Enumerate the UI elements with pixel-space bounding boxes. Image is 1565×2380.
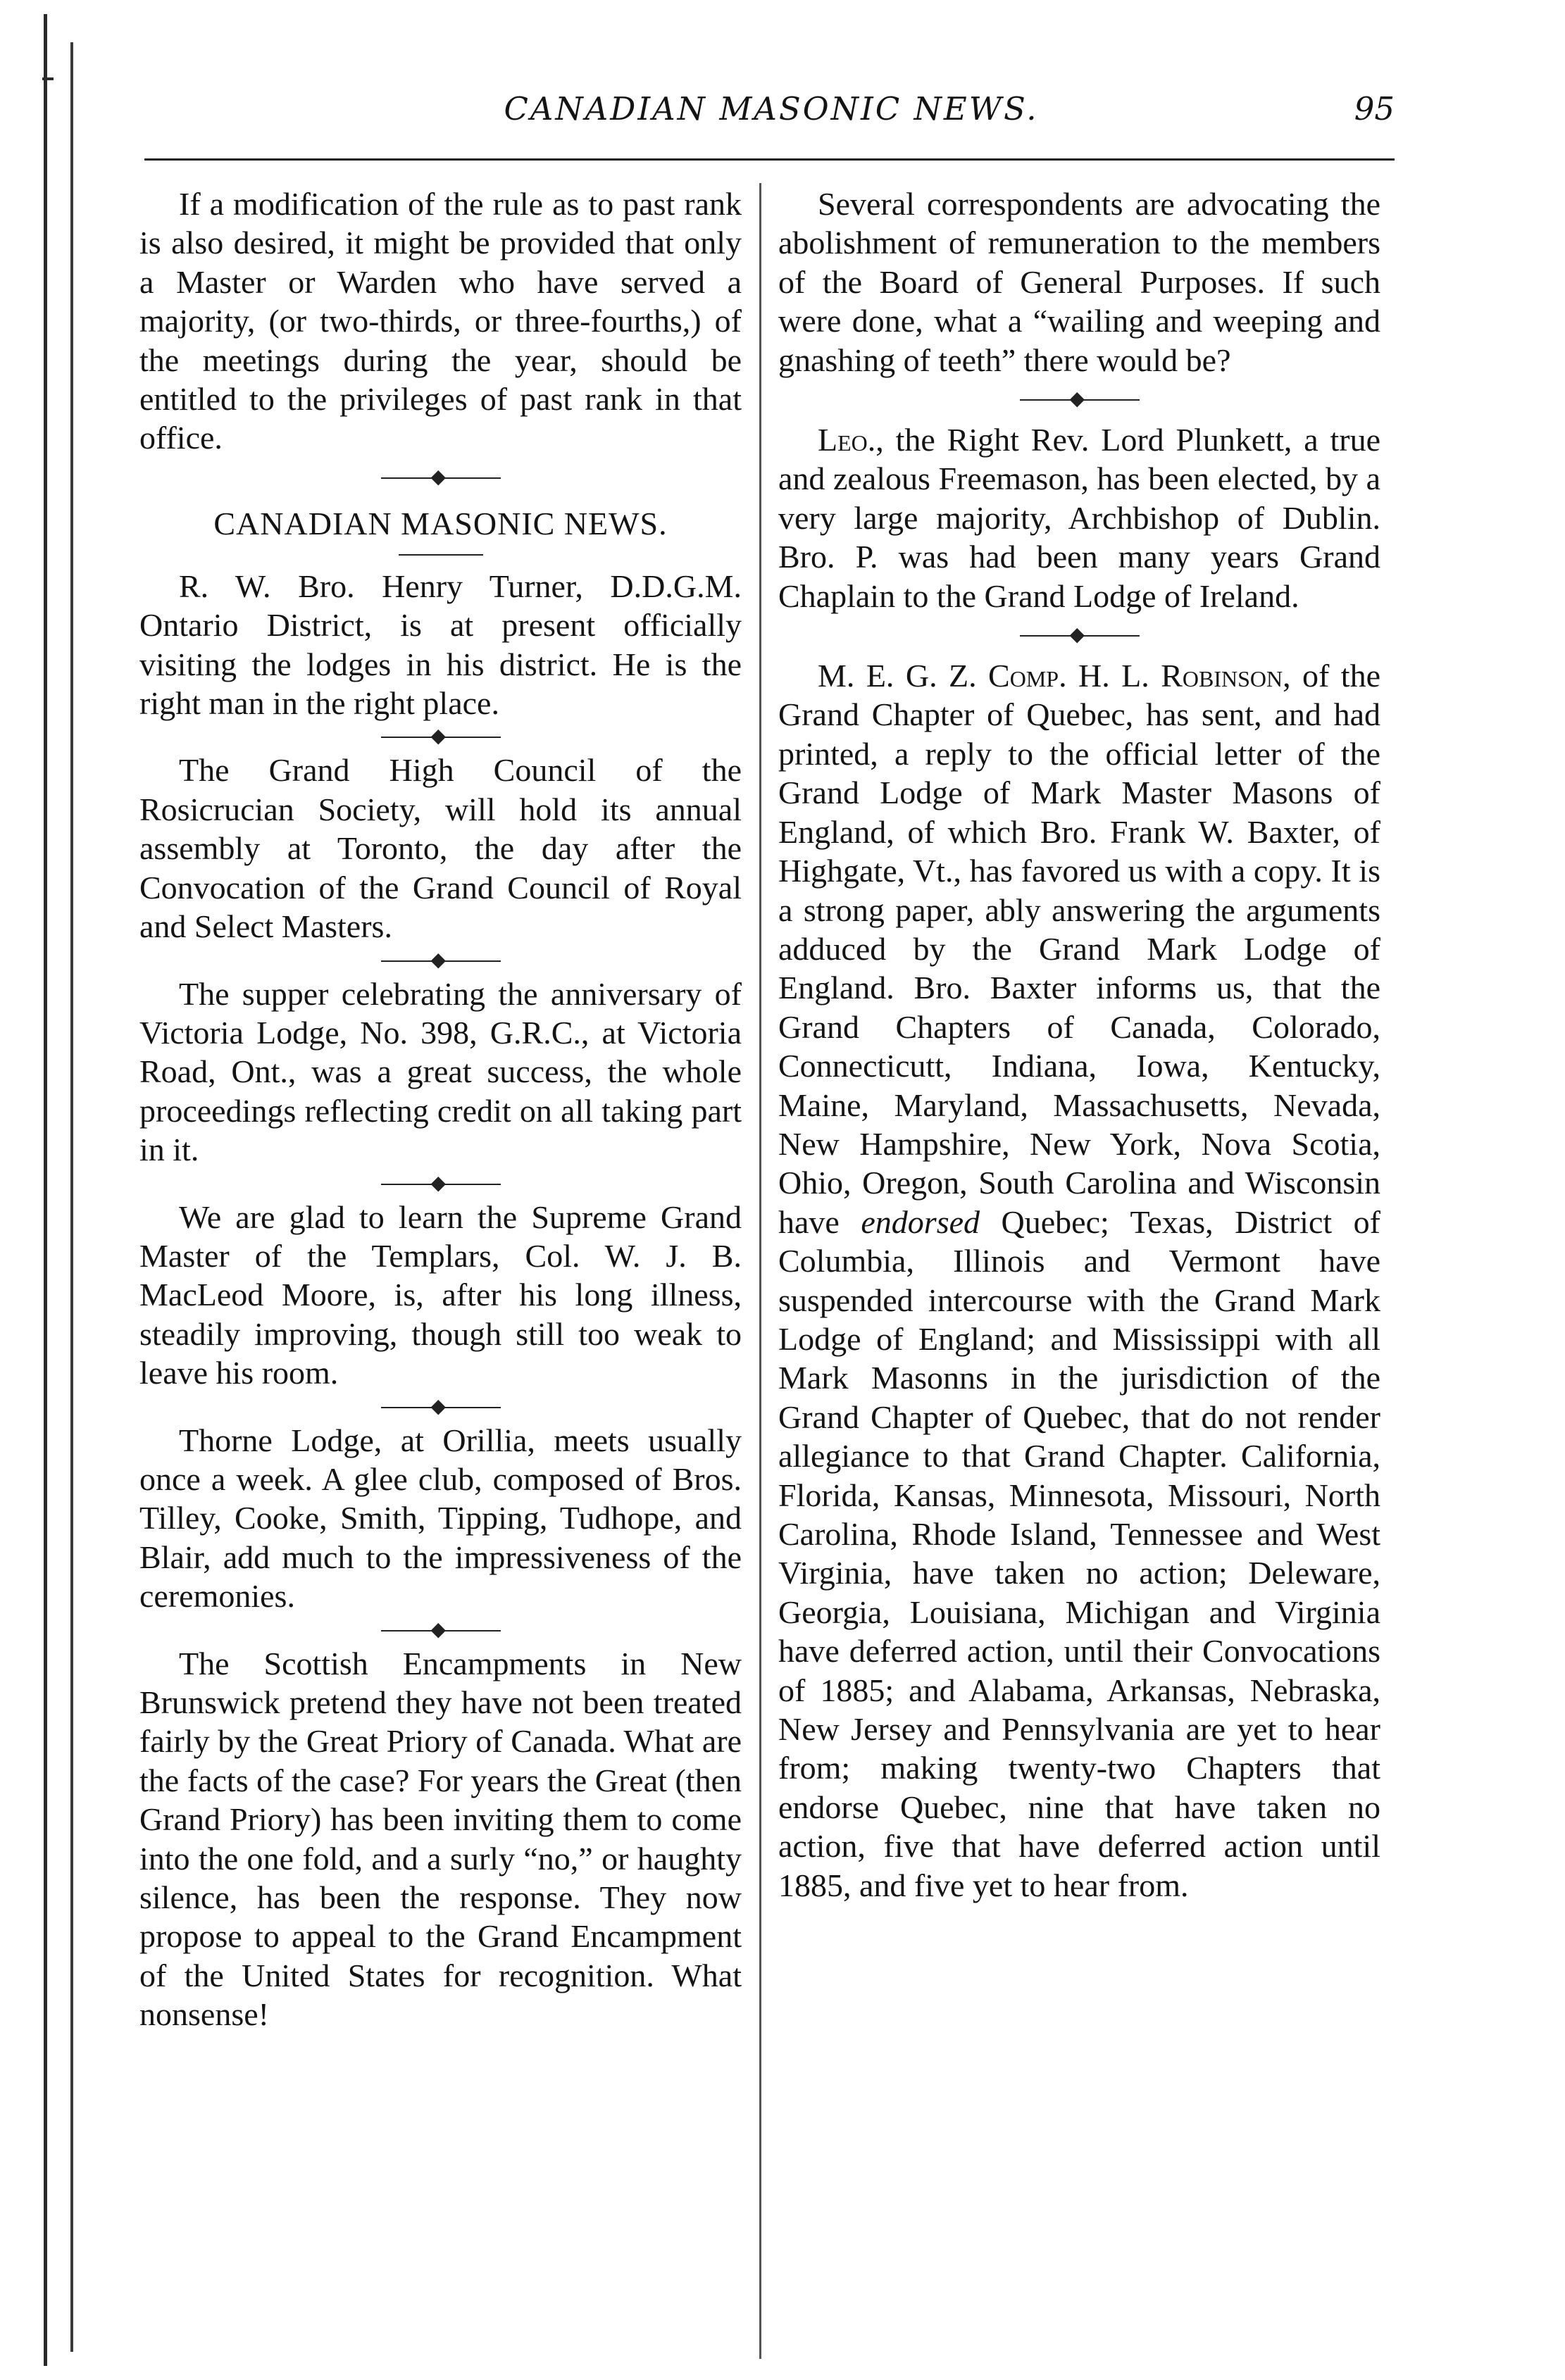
paragraph-henry-turner: R. W. Bro. Henry Turner, D.D.G.M. Ontario District, is at present officially visiting the lodges in his district. He is the right man in the right place.	[139, 568, 742, 722]
header-rule	[144, 158, 1395, 161]
paragraph-rosicrucian: The Grand High Council of the Rosicrucian Society, will hold its annual assembly at Toronto, the day after the Convocation of the Grand Council of Royal and Select Masters.	[139, 752, 742, 945]
section-separator	[139, 458, 742, 499]
item-separator	[778, 380, 1380, 420]
page-header	[148, 90, 1395, 146]
paragraph-past-rank: If a modification of the rule as to past rank is also desired, it might be provided that only a Master or Warden who have served a majority, (or two-thirds, or three-fourths,) of the meetings during the year, should be entitled to the privileges of past rank in that office.	[139, 186, 742, 456]
item-separator	[139, 722, 742, 751]
item-separator	[778, 615, 1380, 656]
paragraph-robinson-reply	[778, 656, 1380, 1905]
item-separator	[139, 1393, 742, 1421]
lead-name: Leo.	[818, 422, 876, 458]
binding-edge	[0, 0, 92, 2380]
binding-mark	[42, 77, 54, 80]
paragraph-text: , the Right Rev. Lord Plunkett, a true and zealous Freemason, has been elected, by a very large majority, Archbishop of Dublin. Bro. P. was had been many years Grand Chaplain to the Grand Lodge of Ireland.	[778, 422, 1380, 614]
item-separator	[139, 1616, 742, 1644]
left-column	[139, 184, 742, 2034]
paragraph-scottish-encampments: The Scottish Encampments in New Brunswick pretend they have not been treated fairly by the Great Priory of Canada. What are the facts of the case? For years the Great (then Grand Priory) has been inviting them to come into the one fold, and a surly “no,” or haughty silence, has been the response. They now propose to appeal to the Grand Encampment of the United States for recognition. What nonsense!	[139, 1645, 742, 2033]
column-divider	[759, 183, 761, 2359]
binding-line	[70, 42, 73, 2352]
right-column	[778, 184, 1380, 1905]
paragraph-thorne-lodge: Thorne Lodge, at Orillia, meets usually once a week. A glee club, composed of Bros. Tilley, Cooke, Smith, Tipping, Tudhope, and Blair, add much to the impressiveness of the ceremonies.	[139, 1422, 742, 1615]
item-separator	[139, 1170, 742, 1198]
running-title: CANADIAN MASONIC NEWS.	[504, 90, 1039, 127]
emphasis-endorsed: endorsed	[861, 1203, 980, 1240]
paragraph-text: of the Grand Chapter of Quebec, has sent, and had printed, a reply to the official letter of the Grand Lodge of Mark Master Masons of England, of which Bro. Frank W. Baxter, of Highgate, Vt., has favored us with a copy. It is a strong paper, ably answering the arguments adduced by the Grand Mark Lodge of England. Bro. Baxter informs us, that the Grand Chapters of Canada, Colorado, Connecticutt, Indiana, Iowa, Kentucky, Maine, Maryland, Massachusetts, Nevada, New Hampshire, New York, Nova Scotia, Ohio, Oregon, South Carolina and Wisconsin have	[778, 658, 1381, 1240]
section-heading: CANADIAN MASONIC NEWS.	[213, 505, 668, 541]
heading-rule	[139, 543, 742, 567]
paragraph-victoria-lodge: The supper celebrating the anniversary of Victoria Lodge, No. 398, G.R.C., at Victoria Road, Ont., was a great success, the whole proceedings reflecting credit on all taking part in it.	[139, 975, 742, 1168]
binding-line	[44, 14, 47, 2366]
lead-name: M. E. G. Z. Comp. H. L. Robinson,	[818, 658, 1291, 694]
paragraph-text: Quebec; Texas, District of Columbia, Illinois and Vermont have suspended intercourse with the Grand Mark Lodge of England; and Mississippi with all Mark Masonns in the jurisdiction of the Grand Chapter of Quebec, that do not render allegiance to that Grand Chapter. California, Florida, Kansas, Minnesota, Missouri, North Carolina, Rhode Island, Tennessee and West Virginia, have taken no action; Deleware, Georgia, Louisiana, Michigan and Virginia have deferred action, until their Convocations of 1885; and Alabama, Arkansas, Nebraska, New Jersey and Pennsylvania are yet to hear from; making twenty-two Chapters that endorse Quebec, nine that have taken no action, five that have deferred action until 1885, and five yet to hear from.	[778, 1203, 1380, 1903]
paragraph-lord-plunkett	[778, 420, 1380, 615]
item-separator	[139, 946, 742, 975]
page-number: 95	[1354, 90, 1395, 127]
paragraph-remuneration: Several correspondents are advocating the abolishment of remuneration to the members of the Board of General Purposes. If such were done, what a “wailing and weeping and gnashing of teeth” there would be?	[778, 186, 1380, 378]
paragraph-templars: We are glad to learn the Supreme Grand Master of the Templars, Col. W. J. B. MacLeod Moore, is, after his long illness, steadily improving, though still too weak to leave his room.	[139, 1198, 742, 1391]
